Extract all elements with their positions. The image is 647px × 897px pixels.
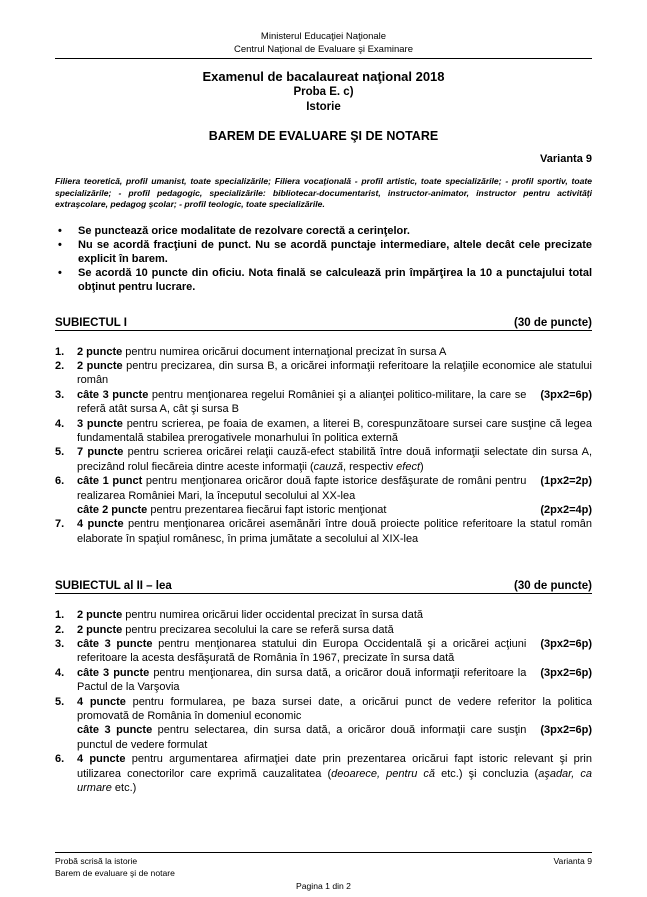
barem-item-description: câte 3 puncte pentru menţionarea statului din Europa Occidentală şi a oricărei acţiuni referitoare la acesta desfăşurată de România în 1967, precizate în sursa dată — [77, 638, 527, 665]
barem-item — [55, 517, 592, 546]
document-footer — [55, 852, 592, 892]
document-header — [55, 30, 592, 211]
barem-item-text: 4 puncte pentru menţionarea oricărei asemănări între două proiecte politice referitoare la statul român elaborate în spaţiul românesc, în prima jumătate a secolului al XIX-lea — [77, 518, 592, 545]
footer-divider — [55, 852, 592, 853]
barem-item-text — [77, 723, 592, 752]
bullet-icon: • — [58, 267, 62, 280]
barem-item-description: câte 1 punct pentru menţionarea oricăror două fapte istorice desfăşurate de români pentru realizarea României Mari, la începutul secolului al XX-lea — [77, 475, 527, 502]
barem-item-body — [77, 388, 592, 417]
section-points: (30 de puncte) — [514, 580, 592, 593]
barem-item-text: 7 puncte pentru scrierea oricărei relaţii cauză-efect stabilită între două informaţii selectate din sursa A, precizând rolul fiecăreia dintre aceste informaţii (cauză, respectiv efect) — [77, 446, 592, 473]
barem-item — [55, 417, 592, 446]
barem-item-body — [77, 417, 592, 446]
barem-item — [55, 752, 592, 795]
barem-item-body — [77, 608, 592, 622]
barem-item-body — [77, 345, 592, 359]
document-content — [55, 30, 592, 795]
barem-item — [55, 359, 592, 388]
section-points: (30 de puncte) — [514, 316, 592, 329]
barem-item-number: 5. — [55, 446, 65, 459]
barem-item-number: 2. — [55, 623, 65, 636]
barem-item — [55, 345, 592, 359]
barem-item-description: câte 3 puncte pentru menţionarea, din sursa dată, a oricăror două informaţii referitoare la Pactul de la Varşovia — [77, 666, 527, 694]
barem-item-text: 2 puncte pentru numirea oricărui document internaţional precizat în sursa A — [77, 345, 447, 358]
list-item — [55, 266, 592, 294]
barem-item-score: (3px2=6p) — [540, 724, 592, 737]
rule-text: Nu se acordă fracţiuni de punct. Nu se acordă punctaje intermediare, altele decât cele precizate explicit în barem. — [78, 238, 592, 265]
barem-item-text — [77, 474, 592, 503]
barem-item-number: 5. — [55, 695, 65, 708]
list-item — [55, 238, 592, 266]
barem-item-score: (1px2=2p) — [540, 475, 592, 488]
barem-item-body — [77, 474, 592, 517]
barem-item — [55, 666, 592, 695]
footer-left-line-1: Probă scrisă la istorie — [55, 856, 138, 866]
barem-item-number: 6. — [55, 753, 65, 766]
barem-item-text — [77, 637, 592, 666]
barem-item-description: câte 2 puncte pentru prezentarea fiecărui fapt istoric menţionat — [77, 503, 387, 516]
barem-item — [55, 445, 592, 474]
barem-item-number: 4. — [55, 417, 65, 430]
footer-left-block — [55, 856, 175, 879]
bullet-icon: • — [58, 224, 62, 237]
barem-item-text: 4 puncte pentru argumentarea afirmaţiei date prin prezentarea oricărui fapt istoric relevant şi prin utilizarea conectorilor care exprimă cauzalitatea (deoarece, pentru că etc.) şi concluzia (aşadar, ca urmare etc.) — [77, 753, 592, 795]
rule-text: Se acordă 10 puncte din oficiu. Nota finală se calculează prin împărţirea la 10 a punctajului total obţinut pentru lucrare. — [78, 267, 592, 294]
barem-item-body — [77, 666, 592, 695]
barem-item — [55, 623, 592, 637]
barem-item-body — [77, 445, 592, 474]
footer-top-row — [55, 856, 592, 879]
barem-title: BAREM DE EVALUARE ŞI DE NOTARE — [208, 129, 439, 143]
barem-item — [55, 608, 592, 622]
barem-item-description: câte 3 puncte pentru menţionarea regelui României şi a alianţei politico-militare, la care se referă atât sursa A, cât şi sursa B — [77, 388, 527, 416]
barem-item-body — [77, 695, 592, 753]
footer-left-line-2: Barem de evaluare şi de notare — [55, 867, 175, 878]
barem-item-score: (3px2=6p) — [540, 638, 592, 651]
barem-item-number: 2. — [55, 359, 65, 372]
barem-item-body — [77, 517, 592, 546]
barem-item-text: 2 puncte pentru precizarea secolului la care se referă sursa dată — [77, 623, 394, 636]
section-heading-subiectul-2 — [55, 580, 592, 594]
barem-item-description: câte 3 puncte pentru selectarea, din sursa dată, a oricăror două informaţii care susţin punctul de vedere formulat — [77, 724, 527, 751]
barem-item-score: (2px2=4p) — [540, 503, 592, 516]
varianta-label: Varianta 9 — [540, 153, 592, 165]
barem-item-number: 7. — [55, 518, 65, 531]
ministry-line-2: Centrul Naţional de Evaluare şi Examinare — [233, 44, 413, 55]
barem-item-text: 2 puncte pentru numirea oricărui lider occidental precizat în sursa dată — [77, 609, 424, 622]
header-divider — [55, 58, 592, 59]
rule-text: Se punctează orice modalitate de rezolvare corectă a cerinţelor. — [78, 224, 410, 237]
page-number: Pagina 1 din 2 — [296, 881, 351, 891]
barem-item-body — [77, 623, 592, 637]
bullet-icon: • — [58, 238, 62, 251]
ministry-line-1: Ministerul Educaţiei Naţionale — [260, 31, 387, 42]
barem-item-text: 3 puncte pentru scrierea, pe foaia de examen, a literei B, corespunzătoare sursei care susţine că legea fundamentală stabilea prerogativele monarhului în politica externă — [77, 417, 593, 444]
barem-item — [55, 474, 592, 517]
barem-item — [55, 695, 592, 753]
subiectul-1-items — [55, 345, 592, 547]
barem-item-body — [77, 359, 592, 388]
barem-item-text: 4 puncte pentru formularea, pe baza sursei date, a oricărui punct de vedere referitor la politica promovată de România în domeniul economic — [77, 695, 592, 723]
exam-proba: Proba E. c) — [293, 86, 354, 98]
barem-item-number: 1. — [55, 345, 65, 358]
general-rules-list — [55, 224, 592, 295]
section-heading-subiectul-1 — [55, 317, 592, 331]
barem-item-number: 3. — [55, 638, 65, 651]
barem-item-text — [77, 388, 592, 417]
barem-item-score: (3px2=6p) — [540, 388, 592, 401]
list-item — [55, 224, 592, 238]
exam-subject: Istorie — [306, 101, 341, 113]
subiectul-2-items — [55, 608, 592, 795]
barem-item-body — [77, 637, 592, 666]
barem-item-score: (3px2=6p) — [540, 666, 592, 679]
barem-item-number: 6. — [55, 475, 65, 488]
barem-item-text — [77, 666, 592, 695]
barem-item — [55, 388, 592, 417]
barem-item-number: 3. — [55, 388, 65, 401]
filiera-note: Filiera teoretică, profil umanist, toate specializările; Filiera vocaţională - profil artistic, toate specializările; - profil sportiv, toate specializările; - profil pedagogic, specializările: bibliotecar-documentarist, instructor-animator, instructor pentru activităţi extraşcolare, pedagog şcolar; - profil teologic, toate specializările. — [55, 176, 592, 209]
exam-title: Examenul de bacalaureat naţional 2018 — [202, 69, 445, 84]
barem-item-number: 4. — [55, 666, 65, 679]
barem-item-text — [77, 503, 592, 517]
section-title: SUBIECTUL I — [55, 316, 127, 329]
barem-item-text: 2 puncte pentru precizarea, din sursa B, a oricărei informaţii referitoare la relaţiile economice ale statului român — [77, 359, 592, 387]
barem-item — [55, 637, 592, 666]
barem-item-number: 1. — [55, 609, 65, 622]
barem-item-body — [77, 752, 592, 795]
footer-varianta: Varianta 9 — [553, 856, 592, 866]
section-title: SUBIECTUL al II – lea — [55, 580, 172, 593]
